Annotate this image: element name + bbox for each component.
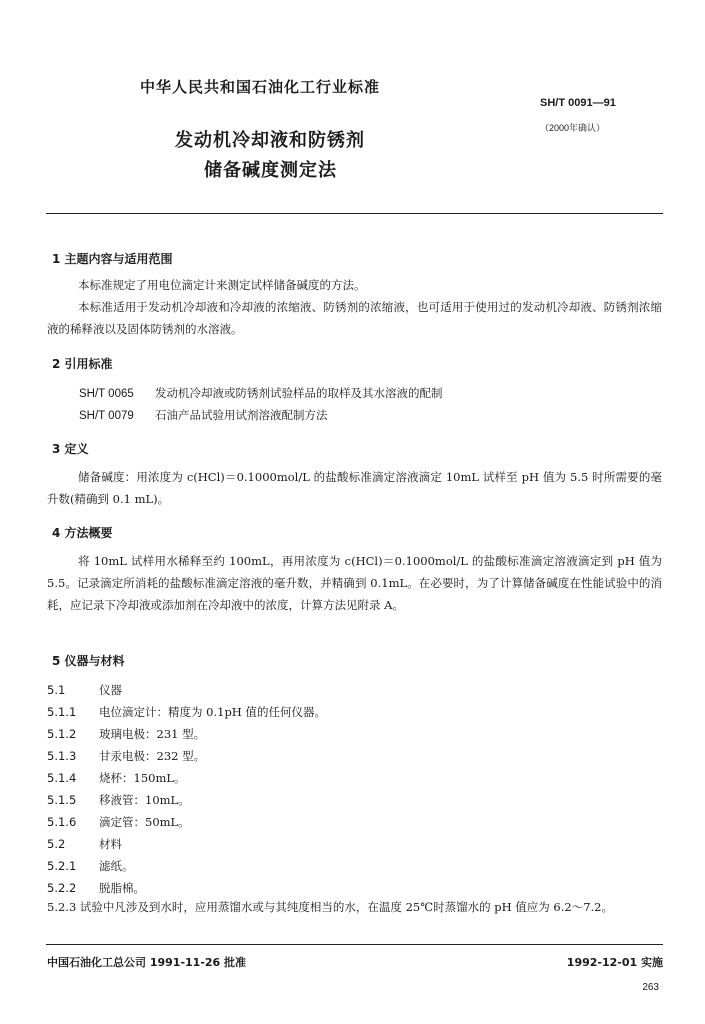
- section-2-heading: 2 引用标准: [52, 357, 113, 371]
- item-5-2-3: 5.2.3 试验中凡涉及到水时，应用蒸馏水或与其纯度相当的水，在温度 25℃时蒸馏水的 pH 值应为 6.2～7.2。: [47, 900, 613, 914]
- confirmation-note: （2000年确认）: [540, 123, 606, 133]
- item-number: 5.2: [47, 837, 66, 851]
- section-5-heading: 5 仪器与材料: [52, 654, 125, 668]
- list-item: [47, 726, 205, 742]
- page-title-line2: 储备碱度测定法: [204, 160, 337, 181]
- standard-code: SH/T 0091—91: [540, 97, 616, 109]
- section-1-para-1: 本标准规定了用电位滴定计来测定试样储备碱度的方法。: [78, 278, 366, 292]
- item-text: 材料: [99, 837, 122, 851]
- page-title-line1: 发动机冷却液和防锈剂: [175, 130, 365, 151]
- section-3-para: 储备碱度：用浓度为 c(HCl)＝0.1000mol/L 的盐酸标准滴定溶液滴定 10mL 试样至 pH 值为 5.5 时所需要的毫升数(精确到 0.1 mL)。: [47, 470, 662, 506]
- list-item: [47, 682, 122, 698]
- reference-title: 石油产品试验用试剂溶液配制方法: [155, 408, 328, 422]
- list-item: [47, 880, 145, 896]
- item-number: 5.1.1: [47, 705, 77, 719]
- list-item: [47, 792, 190, 808]
- approval-date: 中国石油化工总公司 1991-11-26 批准: [47, 956, 247, 969]
- item-number: 5.1.5: [47, 793, 77, 807]
- list-item: [47, 704, 326, 720]
- reference-item: [79, 407, 328, 423]
- item-number: 5.2.2: [47, 881, 77, 895]
- item-text: 仪器: [99, 683, 122, 697]
- page-number: 263: [642, 982, 659, 993]
- item-text: 烧杯：150mL。: [99, 771, 186, 785]
- list-item: [47, 748, 205, 764]
- item-text: 脱脂棉。: [99, 881, 145, 895]
- reference-code: SH/T 0079: [79, 410, 134, 422]
- item-text: 甘汞电极：232 型。: [99, 749, 206, 763]
- reference-title: 发动机冷却液或防锈剂试验样品的取样及其水溶液的配制: [155, 386, 443, 400]
- item-number: 5.1: [47, 683, 66, 697]
- item-text: 滴定管：50mL。: [99, 815, 190, 829]
- section-1-para-2: 本标准适用于发动机冷却液和冷却液的浓缩液、防锈剂的浓缩液，也可适用于使用过的发动机冷却液、防锈剂浓缩液的稀释液以及固体防锈剂的水溶液。: [47, 300, 662, 336]
- header-divider: [46, 213, 663, 214]
- section-4-heading: 4 方法概要: [52, 526, 113, 540]
- item-text: 移液管：10mL。: [99, 793, 190, 807]
- list-item: [47, 814, 190, 830]
- item-number: 5.1.2: [47, 727, 77, 741]
- section-1-heading: 1 主题内容与适用范围: [52, 252, 173, 266]
- section-3-heading: 3 定义: [52, 442, 89, 456]
- item-text: 滤纸。: [99, 859, 134, 873]
- list-item: [47, 836, 122, 852]
- item-number: 5.1.3: [47, 749, 77, 763]
- reference-item: [79, 385, 443, 401]
- item-number: 5.1.6: [47, 815, 77, 829]
- footer-divider: [46, 944, 663, 945]
- list-item: [47, 770, 186, 786]
- reference-code: SH/T 0065: [79, 388, 134, 400]
- list-item: [47, 858, 134, 874]
- item-text: 电位滴定计：精度为 0.1pH 值的任何仪器。: [99, 705, 326, 719]
- item-text: 玻璃电极：231 型。: [99, 727, 206, 741]
- item-number: 5.2.1: [47, 859, 77, 873]
- section-4-para: 将 10mL 试样用水稀释至约 100mL，再用浓度为 c(HCl)＝0.1000mol/L 的盐酸标准滴定溶液滴定到 pH 值为 5.5。记录滴定所消耗的盐酸标准滴定溶液的毫升数，并精确到 0.1mL。在必要时，为了计算储备碱度在性能试验中的消耗，应记录下冷却液或添加剂在冷却液中的浓度，计算方法见附录 A。: [47, 554, 662, 612]
- implementation-date: 1992-12-01 实施: [566, 956, 663, 969]
- organization-line: 中华人民共和国石油化工行业标准: [140, 78, 381, 96]
- item-number: 5.1.4: [47, 771, 77, 785]
